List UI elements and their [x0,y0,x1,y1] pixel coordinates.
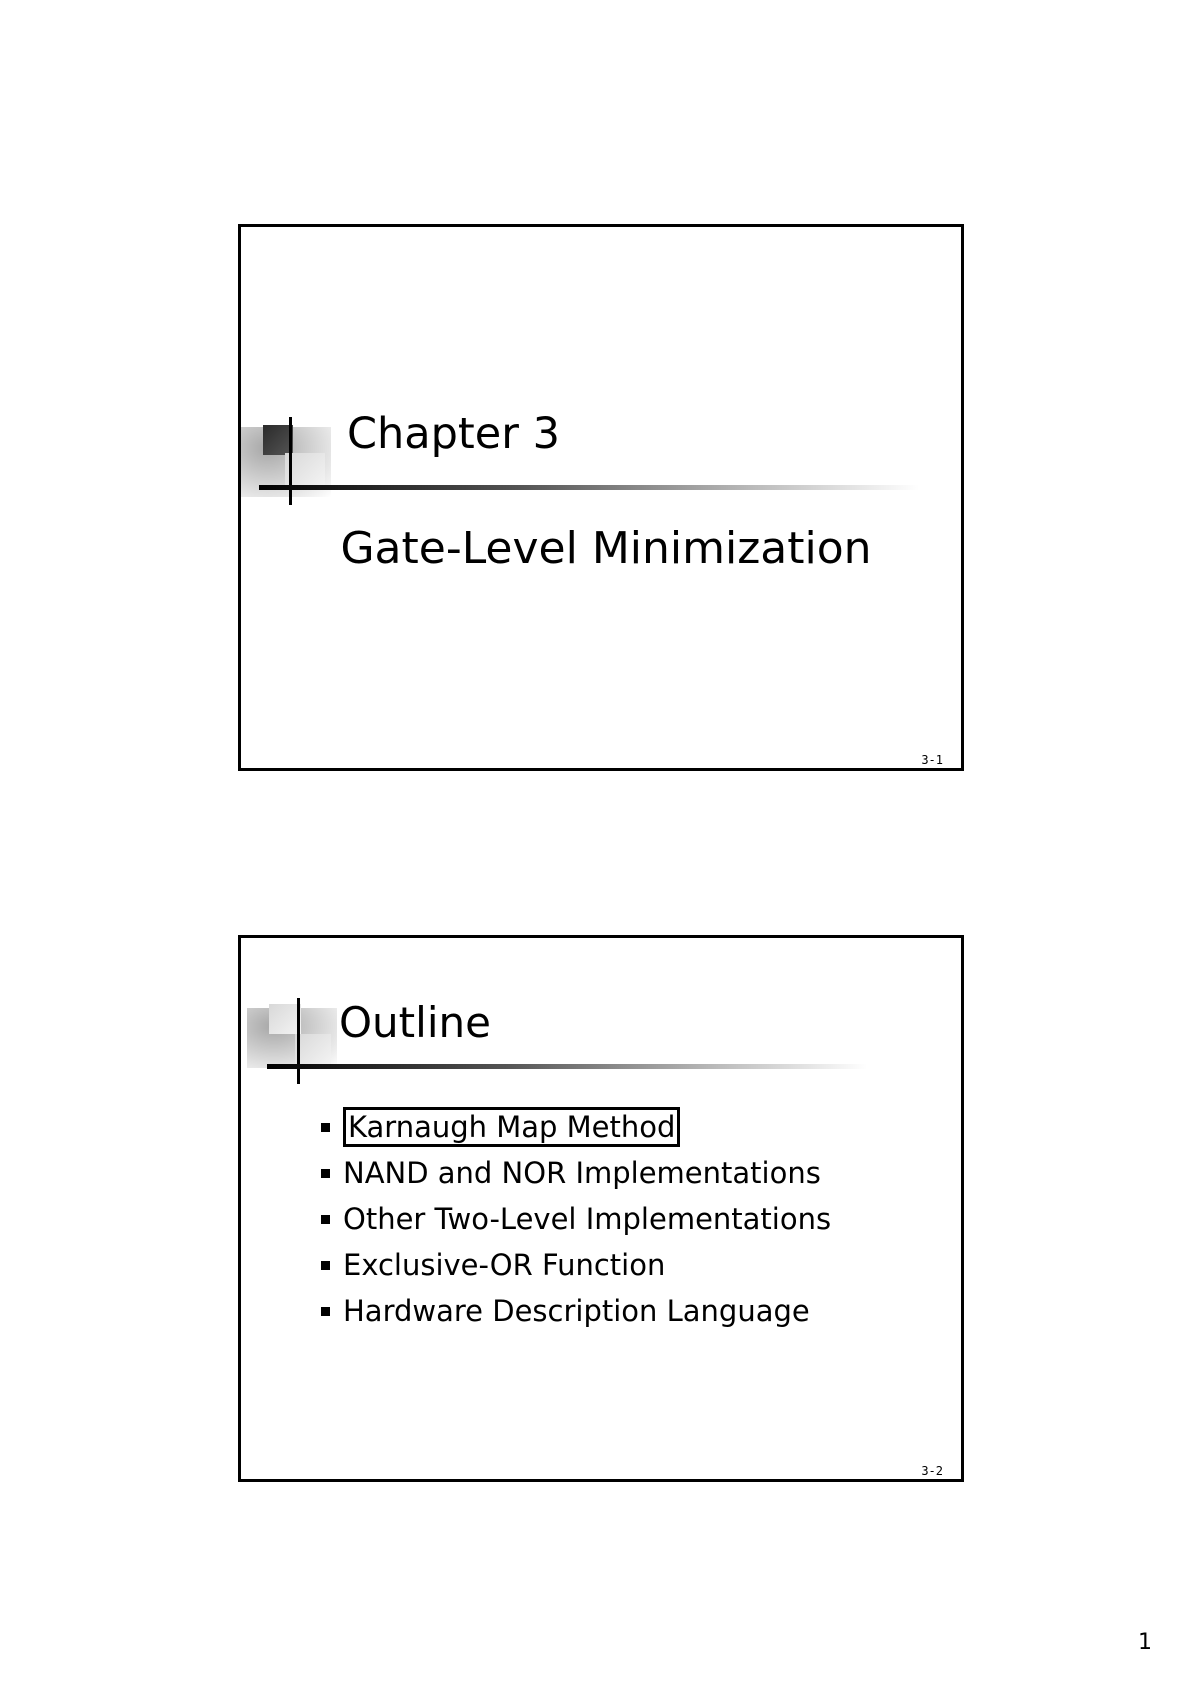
bullet-text: Hardware Description Language [343,1294,810,1328]
square-bullet-icon [321,1261,330,1270]
title-decoration [241,227,961,527]
bullet-text: NAND and NOR Implementations [343,1156,821,1190]
square-bullet-icon [321,1215,330,1224]
page-number: 1 [1138,1630,1152,1655]
bullet-text: Other Two-Level Implementations [343,1202,832,1236]
list-item [321,1288,831,1334]
slide-subtitle: Gate-Level Minimization [340,523,872,574]
list-item [321,1242,831,1288]
list-item [321,1196,831,1242]
slide-title: Outline [339,998,491,1047]
list-item [321,1150,831,1196]
square-bullet-icon [321,1307,330,1316]
list-item [321,1104,831,1150]
bullet-text: Exclusive-OR Function [343,1248,666,1282]
square-bullet-icon [321,1169,330,1178]
slide-title: Chapter 3 [347,409,560,459]
outline-list [321,1104,831,1334]
square-bullet-icon [321,1123,330,1132]
slide-3-2 [238,935,964,1482]
slide-number: 3-2 [921,1464,943,1478]
slide-3-1 [238,224,964,771]
slide-number: 3-1 [921,753,943,767]
highlighted-bullet-text: Karnaugh Map Method [343,1107,680,1147]
